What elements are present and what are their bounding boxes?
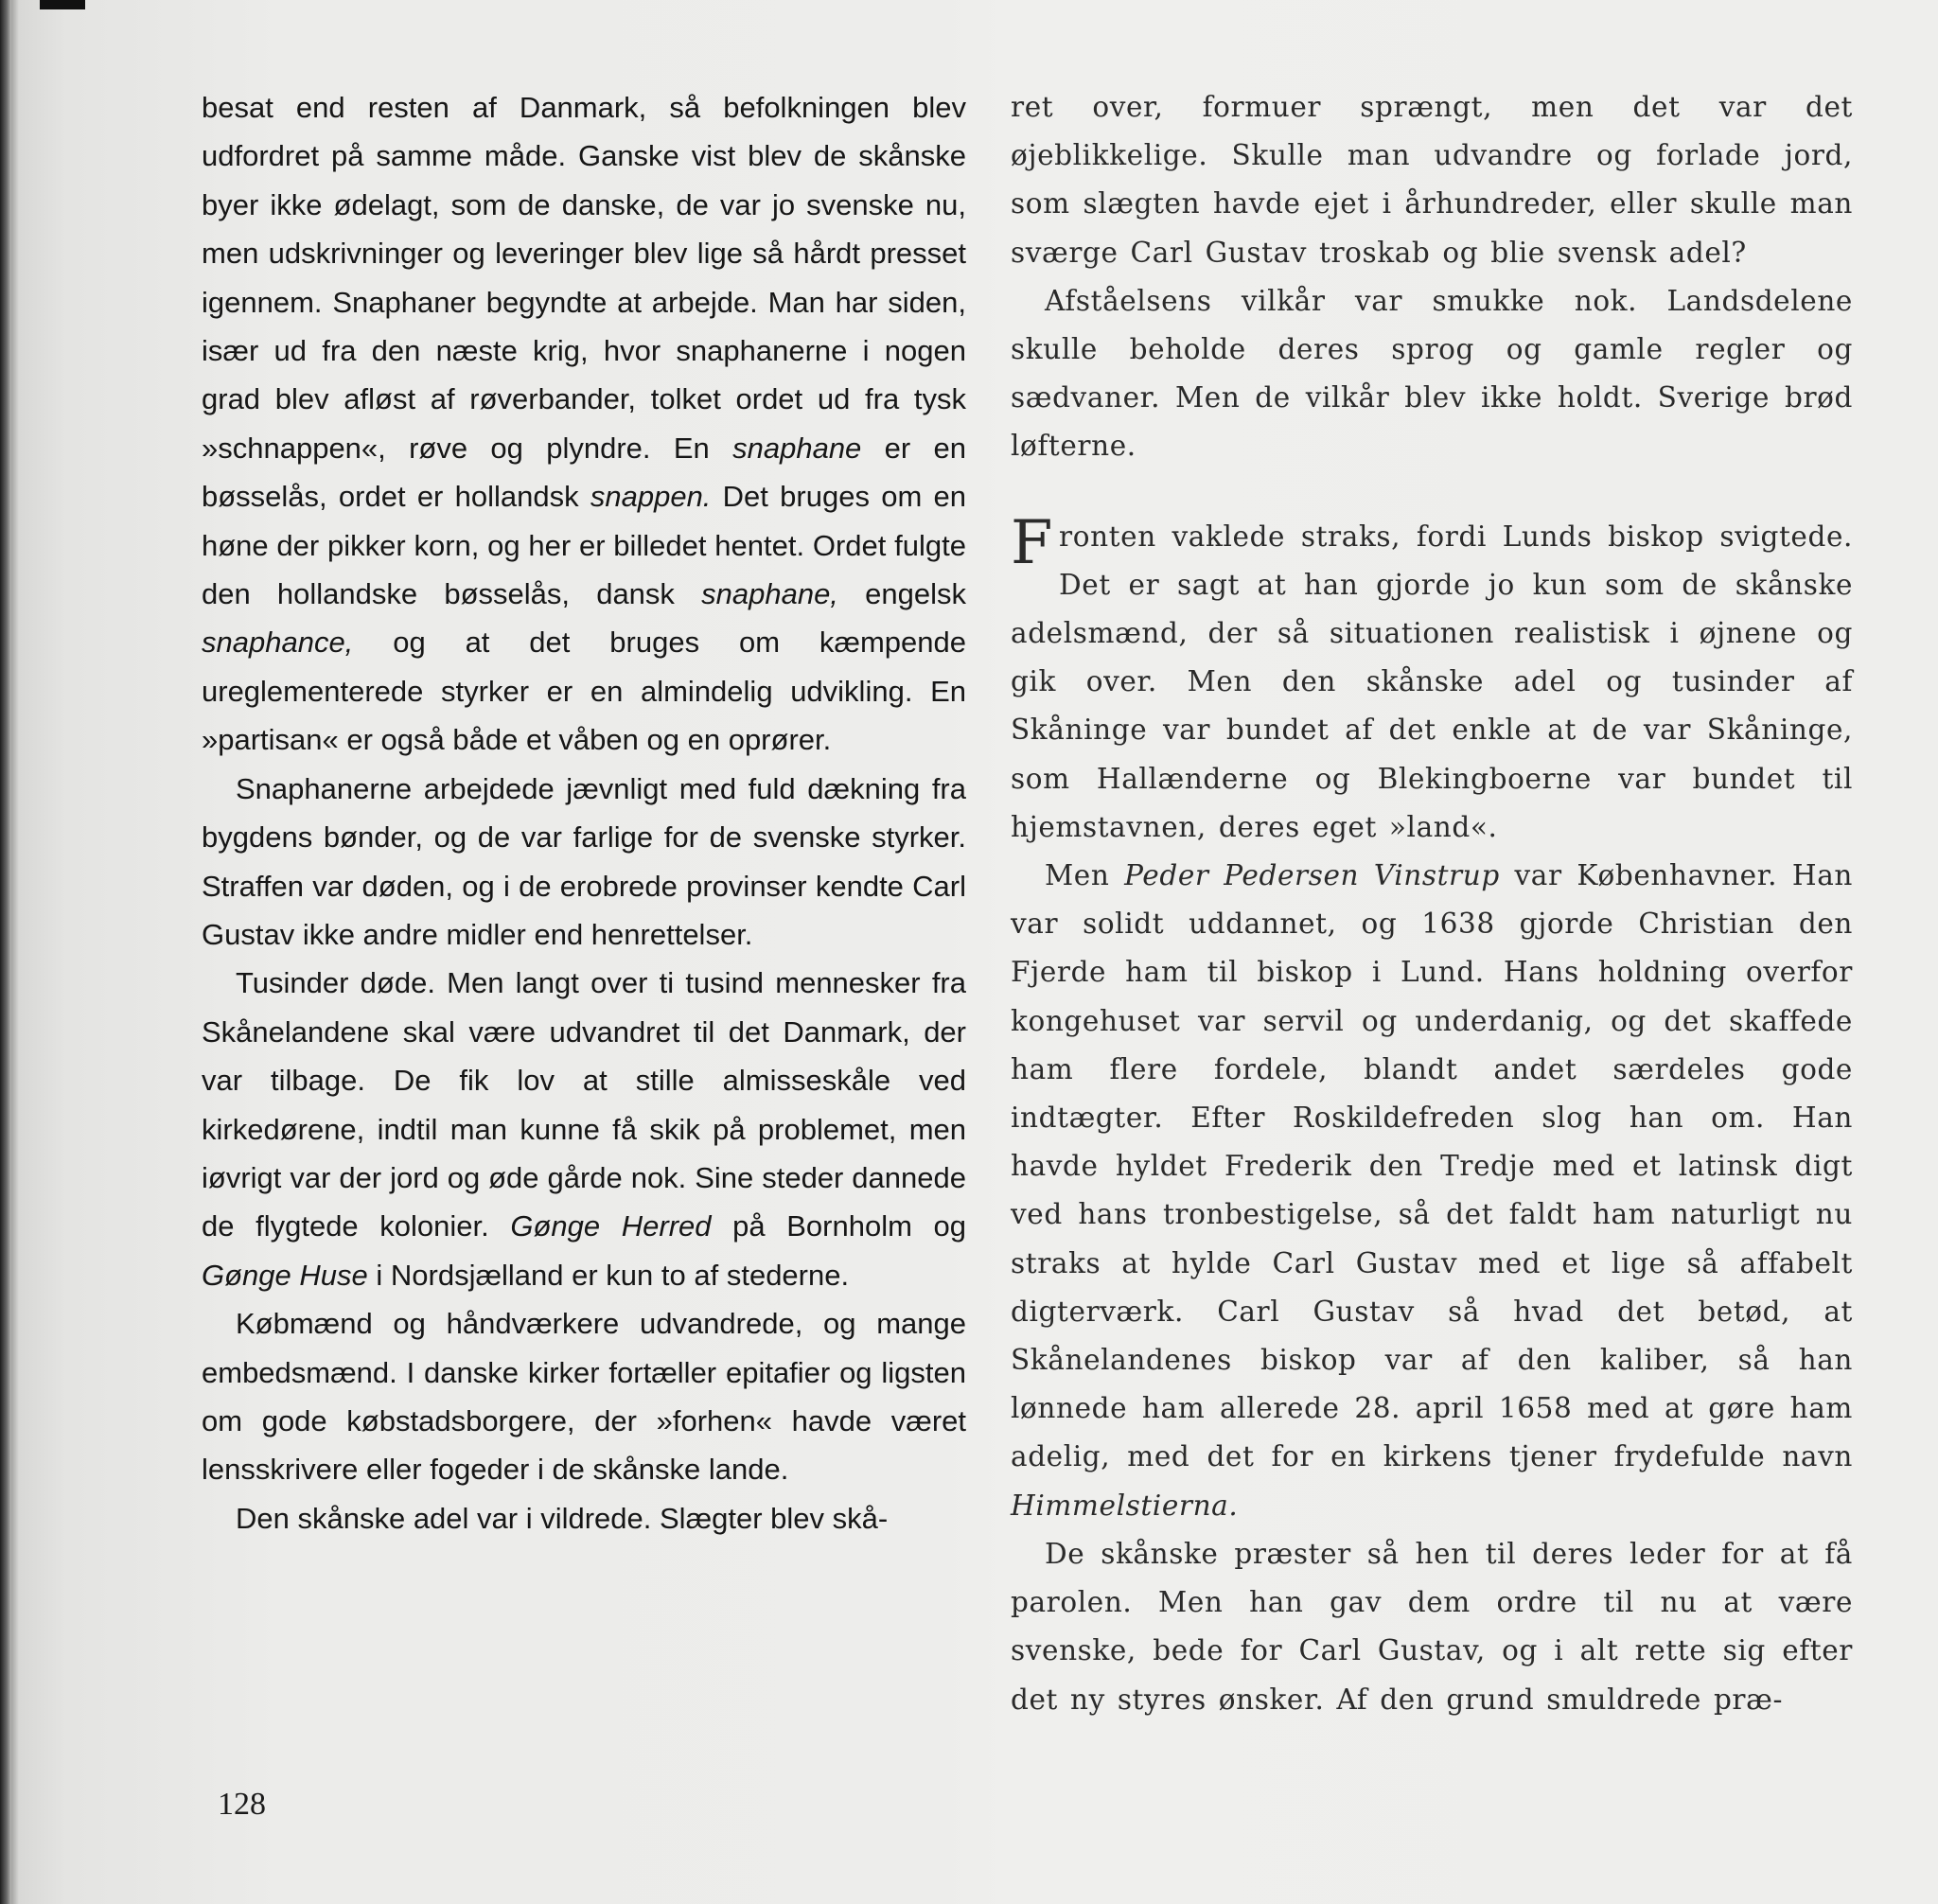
paragraph-afstaaelse: Afståelsens vilkår var smukke nok. Landsdelene skulle beholde deres sprog og gamle regler og sædvaner. Men de vilkår blev ikke holdt. Sverige brød løfterne. [1011,284,1853,463]
left-text-column [202,83,966,1543]
page-number: 128 [218,1787,266,1822]
drop-cap: F [1011,507,1054,578]
right-text-column [1011,83,1853,1724]
paragraph-fronten: Fronten vaklede straks, fordi Lunds biskop svigtede. Det er sagt at han gjorde jo kun som de skånske adelsmænd, der så situationen realistisk i øjnene og gik over. Men den skånske adel og tusinder af Skåninge var bundet af det enkle at de var Skåninge, som Hallænderne og Blekingboerne var bundet til hjemstavnen, deres eget »land«. [1011,507,1853,843]
paragraph-vinstrup: Men Peder Pedersen Vinstrup var Københavner. Han var solidt uddannet, og 1638 gjorde Christian den Fjerde ham til biskop i Lund. Hans holdning overfor kongehuset var servil og underdanig, og det skaffede ham flere fordele, blandt andet særdeles gode indtægter. Efter Roskildefreden slog han om. Han havde hyldet Frederik den Tredje med et latinsk digt ved hans tronbestigelse, så det faldt ham naturligt nu straks at hylde Carl Gustav med et lige så affabelt digterværk. Carl Gustav så hvad det betød, at Skånelandenes biskop var af den kaliber, så han lønnede ham allerede 28. april 1658 med at gøre ham adelig, med det for en kirkens tjener frydefulde navn Himmelstierna. [1011,859,1853,1522]
corner-mark [40,0,85,9]
paragraph-snaphanerne: Snaphanerne arbejdede jævnligt med fuld dækning fra bygdens bønder, og de var farlige for de svenske styrker. Straffen var døden, og i de erobrede provinser kendte Carl Gustav ikke andre midler end henrettelser. [202,771,966,951]
paragraph-praester: De skånske præster så hen til deres leder for at få parolen. Men han gav dem ordre til nu at være svenske, bede for Carl Gustav, og i alt rette sig efter det ny styres ønsker. Af den grund smuldrede præ- [1011,1537,1853,1716]
paragraph-tusinder: Tusinder døde. Men langt over ti tusind mennesker fra Skånelandene skal være udvandret til det Danmark, der var tilbage. De fik lov at stille almisseskåle ved kirkedørene, indtil man kunne få skik på problemet, men iøvrigt var der jord og øde gårde nok. Sine steder dannede de flygtede kolonier. Gønge Herred på Bornholm og Gønge Huse i Nordsjælland er kun to af stederne. [202,966,967,1292]
paragraph-snaphaner: besat end resten af Danmark, så befolkningen blev udfordret på samme måde. Ganske vist blev de skånske byer ikke ødelagt, som de danske, de var jo svenske nu, men udskrivninger og leveringer blev lige så hårdt presset igennem. Snaphaner begyndte at arbejde. Man har siden, især ud fra den næste krig, hvor snaphanerne i nogen grad blev afløst af røverbander, tolket ordet ud fra tysk »schnappen«, røve og plyndre. En snaphane er en bøsselås, ordet er hollandsk snappen. Det bruges om en høne der pikker korn, og her er billedet hentet. Ordet fulgte den hollandske bøsselås, dansk snaphane, engelsk snaphance, og at det bruges om kæmpende ureglementerede styrker er en almindelig udvikling. En »partisan« er også både et våben og en oprører. [202,91,966,757]
paragraph-formuer: ret over, formuer sprængt, men det var det øjeblikkelige. Skulle man udvandre og forlade jord, som slægten havde ejet i århundreder, eller skulle man sværge Carl Gustav troskab og blie svensk adel? [1011,91,1853,269]
paragraph-adel: Den skånske adel var i vildrede. Slægter blev skå- [236,1501,889,1535]
book-binding-shadow [0,0,11,1904]
paragraph-koebmaend: Købmænd og håndværkere udvandrede, og mange embedsmænd. I danske kirker fortæller epitafier og ligsten om gode købstadsborgere, der »forhen« havde været lensskrivere eller fogeder i de skånske lande. [202,1307,966,1487]
